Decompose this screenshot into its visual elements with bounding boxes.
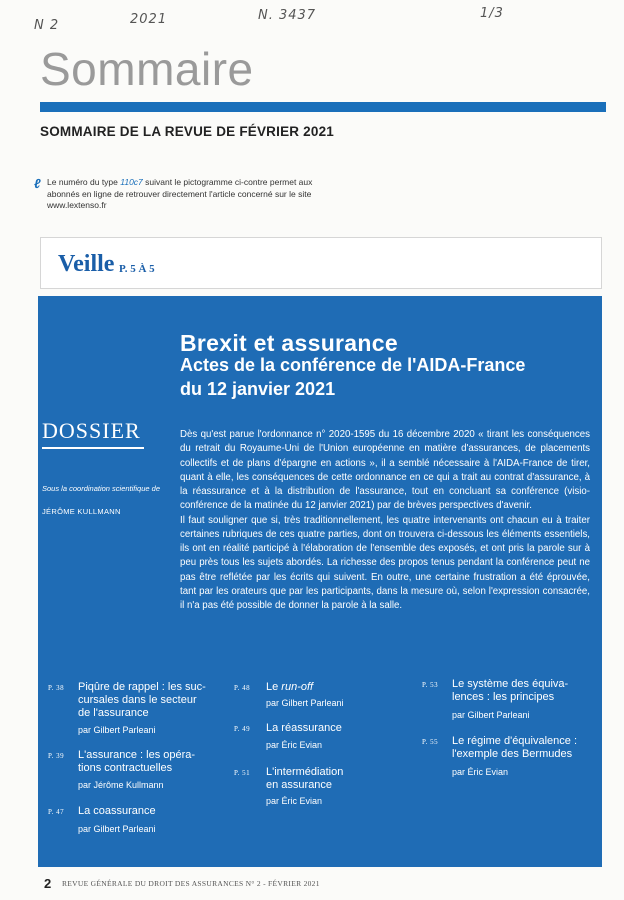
article-author: par Gilbert Parleani [78,725,156,735]
article-page: P. 39 [48,752,65,760]
article-title: L'assurance : les opéra- tions contractuelles [78,749,196,774]
article-page: P. 48 [234,684,251,692]
dossier-subtitle-line1: Actes de la conférence de l'AIDA-France [180,355,526,375]
article-title: Le système des équiva- lences : les principes [452,678,569,703]
note-code: 110c7 [120,177,143,187]
dossier-paragraph: Il faut souligner que si, très traditionnellement, les quatre intervenants ont chacun eu à traiter certaines rubriques de ces quatre parties, dont on trouvera ci-dessous les éléments essentiels, ils ont en réalité participé à l'élaboration de l'ensemble des exposés, et ont pris la parole sur à peu près tous les sujets abordés. La richesse des propos tenus pendant la conférence peut ne pas être reflétée par les écrits qui suivent. En outre, une certaine frustration a été éprouvée, tant par les orateurs que par les participants, dans la mesure où, selon l'expression consacrée, il n'a pas été possible de donner la parole à la salle. [180,514,590,611]
article-title: Le run-off [266,681,314,693]
veille-pages: P. 5 À 5 [119,263,155,275]
article-author: par Gilbert Parleani [452,710,530,720]
page-number: 2 [44,876,52,891]
article-page: P. 47 [48,808,65,816]
article-page: P. 38 [48,684,65,692]
handwritten-ref: N. 3437 [258,8,317,23]
handwritten-year: 2021 [130,12,168,27]
article-page: P. 51 [234,769,251,777]
article-title: La coassurance [78,805,156,817]
article-title: La réassurance [266,722,342,734]
journal-footer: REVUE GÉNÉRALE DU DROIT DES ASSURANCES N° 2 - FÉVRIER 2021 [62,879,320,888]
article-author: par Éric Evian [266,796,323,806]
article-title: Le régime d'équivalence : l'exemple des Bermudes [452,735,578,760]
article-item[interactable] [234,722,404,754]
handwritten-page: 1/3 [480,6,504,21]
article-item[interactable] [234,681,404,713]
article-author: par Gilbert Parleani [78,824,156,834]
dossier-title: Brexit et assurance [180,330,398,356]
link-icon: ℓ [34,176,41,191]
title-rule [40,102,606,112]
article-page: P. 53 [422,681,439,689]
article-page: P. 49 [234,725,251,733]
article-item[interactable] [48,805,218,837]
dossier-label: DOSSIER [42,418,141,443]
dossier-paragraph: Dès qu'est parue l'ordonnance n° 2020-1595 du 16 décembre 2020 « tirant les conséquences du retrait du Royaume-Uni de l'Union européenne en matière d'assurances, de placements collectifs et de plans d'épargne en actions », il a semblé nécessaire à l'AIDA-France de tirer, quant à elle, les conséquences de cette ordonnance en ce qui a trait au contrat d'assurance, à la réassurance et à la distribution de l'assurance, tout en concluant sa conférence (visio-conférence de la matinée du 12 janvier 2021) par de brèves perspectives d'avenir. [180,429,590,512]
coordinator-name: JÉRÔME KULLMANN [42,507,121,516]
article-item[interactable] [48,681,218,741]
article-author: par Éric Evian [266,740,323,750]
page-title: Sommaire [40,43,254,95]
article-page: P. 55 [422,738,439,746]
handwritten-issue: N 2 [34,18,60,33]
article-title: Piqûre de rappel : les suc- cursales dans le secteur de l'assurance [78,681,206,719]
article-item[interactable] [234,766,404,810]
article-item[interactable] [422,678,597,723]
dossier-subtitle-line2: du 12 janvier 2021 [180,379,336,399]
article-author: par Jérôme Kullmann [78,780,164,790]
article-author: par Éric Evian [452,767,509,777]
online-note [34,177,324,212]
dossier-rule [42,447,144,449]
page-subtitle: SOMMAIRE DE LA REVUE DE FÉVRIER 2021 [40,124,335,139]
note-text-after: suivant le pictogramme ci-contre permet aux abonnés en ligne de retrouver directement l'article concerné sur le site www.lextenso.fr [47,177,313,210]
veille-label: Veille [58,251,115,277]
article-item[interactable] [422,735,597,780]
dossier-body [180,428,590,613]
article-author: par Gilbert Parleani [266,698,344,708]
article-title: L'intermédiation en assurance [266,766,344,791]
article-item[interactable] [48,749,218,794]
coordination-text: Sous la coordination scientifique de [42,484,160,493]
note-text-before: Le numéro du type [47,177,121,187]
